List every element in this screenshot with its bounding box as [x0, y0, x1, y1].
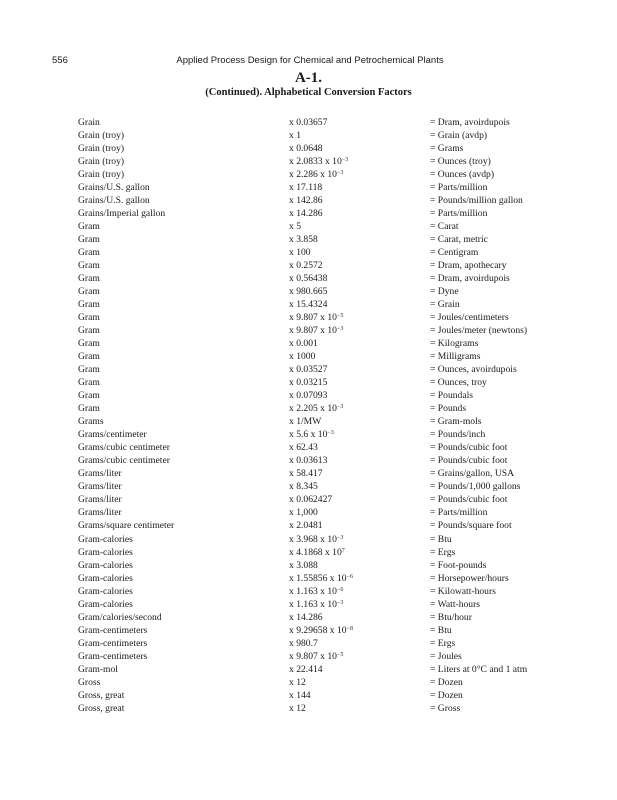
- factor-value: x 9.29658 x 10: [289, 624, 347, 636]
- result-cell: = Ounces, troy: [430, 377, 487, 389]
- factor-cell: [289, 663, 323, 676]
- unit-cell: Gram: [78, 221, 100, 233]
- factor-exponent: −6: [336, 586, 344, 593]
- factor-value: x 0.07093: [289, 390, 328, 402]
- unit-cell: Gram-calories: [78, 559, 133, 571]
- unit-cell: Grain: [78, 117, 100, 128]
- factor-exponent: −3: [336, 170, 344, 177]
- factor-exponent: −3: [336, 534, 344, 541]
- table-row: [0, 454, 617, 467]
- factor-value: x 2.0481: [289, 520, 323, 532]
- unit-cell: Gram: [78, 312, 100, 324]
- table-row: [0, 702, 617, 715]
- table-row: [0, 559, 617, 572]
- unit-cell: Grams/liter: [78, 494, 122, 506]
- result-cell: = Parts/million: [430, 507, 488, 519]
- table-row: [0, 389, 617, 402]
- factor-cell: [289, 168, 343, 181]
- table-title: A-1.: [294, 70, 323, 86]
- table-row: [0, 194, 617, 207]
- result-cell: = Pounds/cubic foot: [430, 442, 508, 454]
- result-cell: = Ounces (avdp): [430, 169, 495, 181]
- result-cell: = Pounds/inch: [430, 429, 486, 441]
- unit-cell: Gram-calories: [78, 572, 133, 584]
- unit-cell: Grams/liter: [78, 481, 122, 493]
- factor-value: x 0.03527: [289, 364, 328, 376]
- unit-cell: Grams: [78, 416, 104, 428]
- factor-value: x 3.968 x 10: [289, 533, 337, 545]
- table-row: [0, 663, 617, 676]
- result-cell: = Watt-hours: [430, 598, 481, 610]
- factor-value: x 1.163 x 10: [289, 585, 337, 597]
- factor-cell: [289, 689, 311, 702]
- factor-cell: [289, 246, 311, 259]
- factor-exponent: −3: [327, 430, 334, 437]
- result-cell: = Joules/centimeters: [430, 312, 509, 324]
- result-cell: = Grain: [430, 299, 460, 311]
- unit-cell: Grain (troy): [78, 130, 125, 142]
- result-cell: = Ounces (troy): [430, 156, 491, 168]
- factor-value: x 0.0648: [289, 143, 323, 155]
- table-row: [0, 324, 617, 337]
- factor-value: x 8.345: [289, 481, 318, 493]
- unit-cell: Gram: [78, 286, 100, 298]
- factor-value: x 1/MW: [289, 416, 322, 428]
- factor-cell: [289, 129, 301, 142]
- table-row: [0, 467, 617, 480]
- table-row: [0, 350, 617, 363]
- table-row: [0, 441, 617, 454]
- factor-cell: [289, 298, 327, 311]
- result-cell: = Milligrams: [430, 351, 481, 363]
- factor-cell: [289, 142, 323, 155]
- factor-cell: [289, 155, 348, 168]
- result-cell: = Parts/million: [430, 208, 488, 220]
- factor-value: x 2.205 x 10: [289, 403, 337, 415]
- factor-value: x 0.001: [289, 338, 318, 350]
- factor-cell: [289, 402, 343, 415]
- result-cell: = Joules: [430, 650, 462, 662]
- table-row: [0, 611, 617, 624]
- result-cell: = Pounds/cubic foot: [430, 455, 508, 467]
- factor-cell: [289, 363, 327, 376]
- result-cell: = Parts/million: [430, 182, 488, 194]
- unit-cell: Grain (troy): [78, 143, 125, 155]
- unit-cell: Grams/liter: [78, 468, 122, 480]
- factor-cell: [289, 559, 318, 572]
- unit-cell: Gram-centimeters: [78, 650, 148, 662]
- factor-cell: [289, 272, 327, 285]
- factor-cell: [289, 624, 353, 637]
- unit-cell: Gross, great: [78, 689, 125, 701]
- factor-value: x 17.118: [289, 182, 323, 194]
- factor-cell: [289, 415, 321, 428]
- table-row: [0, 285, 617, 298]
- result-cell: = Dozen: [430, 689, 463, 701]
- factor-cell: [289, 207, 323, 220]
- table-row: [0, 506, 617, 519]
- table-row: [0, 337, 617, 350]
- result-cell: = Dram, avoirdupois: [430, 273, 510, 285]
- factor-value: x 0.03657: [289, 117, 328, 128]
- table-row: [0, 572, 617, 585]
- factor-exponent: −8: [346, 625, 353, 632]
- unit-cell: Grams/cubic centimeter: [78, 455, 170, 467]
- table-row: [0, 376, 617, 389]
- unit-cell: Gram: [78, 234, 100, 246]
- factor-value: x 2.286 x 10: [289, 169, 337, 181]
- table-row: [0, 155, 617, 168]
- table-row: [0, 402, 617, 415]
- unit-cell: Gram: [78, 247, 100, 259]
- factor-value: x 1.163 x 10: [289, 598, 337, 610]
- unit-cell: Gram-centimeters: [78, 637, 148, 649]
- table-row: [0, 624, 617, 637]
- factor-cell: [289, 546, 345, 559]
- factor-exponent: −6: [346, 573, 353, 580]
- unit-cell: Gram: [78, 338, 100, 350]
- result-cell: = Dram, apothecary: [430, 260, 507, 272]
- factor-cell: [289, 441, 318, 454]
- table-row: [0, 598, 617, 611]
- factor-value: x 22.414: [289, 663, 323, 675]
- result-cell: = Grams: [430, 143, 464, 155]
- unit-cell: Gram: [78, 299, 100, 311]
- unit-cell: Grams/cubic centimeter: [78, 442, 170, 454]
- result-cell: = Dozen: [430, 676, 463, 688]
- table-row: [0, 168, 617, 181]
- factor-cell: [289, 220, 301, 233]
- table-row: [0, 428, 617, 441]
- table-row: [0, 415, 617, 428]
- factor-exponent: −5: [336, 313, 344, 320]
- factor-exponent: −3: [336, 326, 344, 333]
- result-cell: = Ergs: [430, 637, 456, 649]
- result-cell: = Pounds: [430, 403, 467, 415]
- factor-cell: [289, 519, 323, 532]
- factor-cell: [289, 572, 353, 585]
- factor-cell: [289, 376, 327, 389]
- unit-cell: Grains/Imperial gallon: [78, 208, 166, 220]
- factor-cell: [289, 493, 332, 506]
- factor-value: x 0.56438: [289, 273, 328, 285]
- unit-cell: Gram: [78, 260, 100, 272]
- factor-exponent: −5: [336, 651, 344, 658]
- factor-cell: [289, 259, 323, 272]
- factor-cell: [289, 533, 343, 546]
- factor-value: x 12: [289, 702, 306, 714]
- factor-cell: [289, 467, 323, 480]
- table-row: [0, 311, 617, 324]
- factor-value: x 3.088: [289, 559, 318, 571]
- table-row: [0, 546, 617, 559]
- running-header: Applied Process Design for Chemical and Petrochemical Plants: [176, 55, 444, 66]
- unit-cell: Gram: [78, 273, 100, 285]
- result-cell: = Grain (avdp): [430, 130, 488, 142]
- result-cell: = Pounds/square foot: [430, 520, 512, 532]
- factor-cell: [289, 233, 318, 246]
- result-cell: = Ounces, avoirdupois: [430, 364, 517, 376]
- factor-value: x 1: [289, 130, 301, 142]
- table-row: [0, 259, 617, 272]
- table-row: [0, 207, 617, 220]
- factor-value: x 2.0833 x 10: [289, 156, 342, 168]
- factor-cell: [289, 428, 334, 441]
- table-row: [0, 246, 617, 259]
- unit-cell: Gram-mol: [78, 663, 118, 675]
- unit-cell: Gram-calories: [78, 598, 133, 610]
- factor-value: x 14.286: [289, 208, 323, 220]
- factor-value: x 1000: [289, 351, 316, 363]
- result-cell: = Horsepower/hours: [430, 572, 509, 584]
- table-row: [0, 129, 617, 142]
- factor-value: x 0.03613: [289, 455, 328, 467]
- result-cell: = Carat: [430, 221, 459, 233]
- unit-cell: Gram/calories/second: [78, 611, 162, 623]
- result-cell: = Gross: [430, 702, 461, 714]
- result-cell: = Dram, avoirdupois: [430, 117, 510, 128]
- unit-cell: Grams/square centimeter: [78, 520, 175, 532]
- unit-cell: Gram-centimeters: [78, 624, 148, 636]
- factor-cell: [289, 637, 318, 650]
- factor-value: x 1,000: [289, 507, 318, 519]
- factor-value: x 100: [289, 247, 311, 259]
- table-row: [0, 689, 617, 702]
- table-row: [0, 272, 617, 285]
- result-cell: = Grains/gallon, USA: [430, 468, 515, 480]
- table-subtitle: (Continued). Alphabetical Conversion Factors: [205, 87, 412, 98]
- factor-value: x 980.7: [289, 637, 318, 649]
- factor-value: x 142.86: [289, 195, 323, 207]
- factor-cell: [289, 116, 327, 129]
- result-cell: = Btu: [430, 624, 452, 636]
- factor-value: x 12: [289, 676, 306, 688]
- unit-cell: Gram: [78, 390, 100, 402]
- table-row: [0, 637, 617, 650]
- result-cell: = Kilograms: [430, 338, 479, 350]
- result-cell: = Foot-pounds: [430, 559, 487, 571]
- factor-value: x 9.807 x 10: [289, 312, 337, 324]
- factor-value: x 9.807 x 10: [289, 650, 337, 662]
- unit-cell: Gram: [78, 351, 100, 363]
- unit-cell: Grams/centimeter: [78, 429, 147, 441]
- result-cell: = Poundals: [430, 390, 473, 402]
- result-cell: = Dyne: [430, 286, 459, 298]
- unit-cell: Gram-calories: [78, 546, 133, 558]
- factor-value: x 14.286: [289, 611, 323, 623]
- factor-cell: [289, 702, 306, 715]
- factor-cell: [289, 454, 327, 467]
- unit-cell: Gram: [78, 364, 100, 376]
- factor-exponent: 7: [341, 547, 345, 554]
- factor-value: x 9.807 x 10: [289, 325, 337, 337]
- factor-value: x 5: [289, 221, 301, 233]
- table-row: [0, 585, 617, 598]
- factor-cell: [289, 311, 343, 324]
- factor-cell: [289, 676, 306, 689]
- table-row: [0, 220, 617, 233]
- factor-cell: [289, 598, 343, 611]
- factor-exponent: −3: [336, 404, 344, 411]
- table-row: [0, 298, 617, 311]
- factor-exponent: −3: [336, 599, 344, 606]
- factor-cell: [289, 194, 323, 207]
- result-cell: = Pounds/million gallon: [430, 195, 523, 207]
- unit-cell: Grain (troy): [78, 156, 125, 168]
- result-cell: = Joules/meter (newtons): [430, 325, 528, 337]
- factor-value: x 15.4324: [289, 299, 328, 311]
- result-cell: = Carat, metric: [430, 234, 488, 246]
- factor-value: x 62.43: [289, 442, 318, 454]
- factor-value: x 0.062427: [289, 494, 333, 506]
- unit-cell: Grains/U.S. gallon: [78, 195, 150, 207]
- factor-value: x 1.55856 x 10: [289, 572, 347, 584]
- table-row: [0, 181, 617, 194]
- table-row: [0, 233, 617, 246]
- factor-value: x 980.665: [289, 286, 328, 298]
- result-cell: = Liters at 0°C and 1 atm: [430, 663, 528, 675]
- result-cell: = Pounds/1,000 gallons: [430, 481, 521, 493]
- factor-cell: [289, 181, 322, 194]
- table-row: [0, 676, 617, 689]
- factor-value: x 5.6 x 10: [289, 429, 328, 441]
- factor-value: x 144: [289, 689, 311, 701]
- unit-cell: Grain (troy): [78, 169, 125, 181]
- factor-value: x 58.417: [289, 468, 323, 480]
- factor-cell: [289, 337, 318, 350]
- result-cell: = Centigram: [430, 247, 479, 259]
- unit-cell: Gross, great: [78, 702, 125, 714]
- factor-cell: [289, 611, 323, 624]
- table-row: [0, 650, 617, 663]
- table-row: [0, 116, 617, 129]
- factor-cell: [289, 350, 315, 363]
- table-row: [0, 480, 617, 493]
- table-row: [0, 493, 617, 506]
- table-row: [0, 142, 617, 155]
- factor-value: x 0.03215: [289, 377, 328, 389]
- table-row: [0, 519, 617, 532]
- unit-cell: Grams/liter: [78, 507, 122, 519]
- result-cell: = Ergs: [430, 546, 456, 558]
- unit-cell: Gram-calories: [78, 585, 133, 597]
- result-cell: = Btu/hour: [430, 611, 472, 623]
- unit-cell: Gram: [78, 377, 100, 389]
- conversion-table: [0, 116, 617, 715]
- factor-cell: [289, 324, 343, 337]
- factor-cell: [289, 650, 343, 663]
- table-row: [0, 363, 617, 376]
- unit-cell: Gram-calories: [78, 533, 133, 545]
- factor-value: x 3.858: [289, 234, 318, 246]
- result-cell: = Kilowatt-hours: [430, 585, 496, 597]
- factor-cell: [289, 480, 318, 493]
- factor-value: x 0.2572: [289, 260, 323, 272]
- table-row: [0, 533, 617, 546]
- page-number: 556: [52, 55, 68, 66]
- factor-cell: [289, 285, 327, 298]
- result-cell: = Btu: [430, 533, 452, 545]
- result-cell: = Pounds/cubic foot: [430, 494, 508, 506]
- factor-cell: [289, 506, 318, 519]
- result-cell: = Gram-mols: [430, 416, 482, 428]
- factor-cell: [289, 389, 327, 402]
- factor-exponent: −3: [341, 157, 349, 164]
- factor-cell: [289, 585, 343, 598]
- unit-cell: Gram: [78, 325, 100, 337]
- unit-cell: Grains/U.S. gallon: [78, 182, 150, 194]
- factor-value: x 4.1868 x 10: [289, 546, 342, 558]
- unit-cell: Gross: [78, 676, 101, 688]
- unit-cell: Gram: [78, 403, 100, 415]
